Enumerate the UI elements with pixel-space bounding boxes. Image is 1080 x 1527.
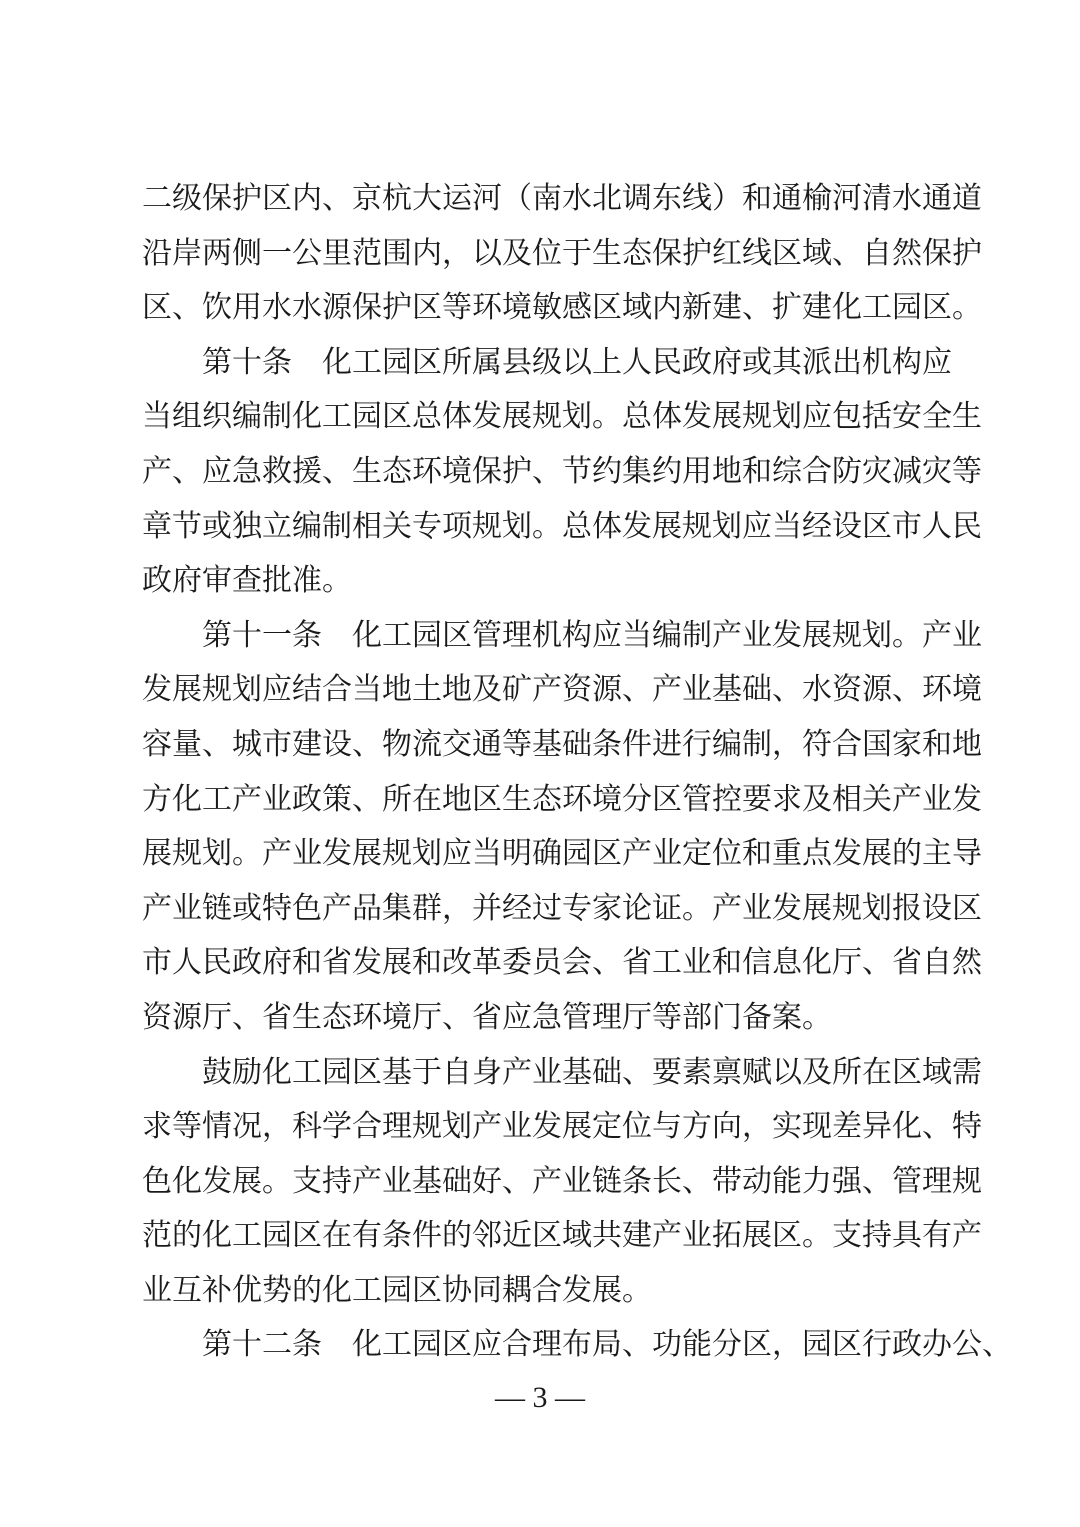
page-number: — 3 —: [495, 1381, 585, 1414]
text-line: 容量、城市建设、物流交通等基础条件进行编制，符合国家和地: [142, 726, 982, 762]
text-line: 业互补优势的化工园区协同耦合发展。: [142, 1272, 652, 1308]
text-line: 区、饮用水水源保护区等环境敏感区域内新建、扩建化工园区。: [142, 290, 982, 326]
text-line: 鼓励化工园区基于自身产业基础、要素禀赋以及所在区域需: [202, 1054, 982, 1090]
text-line: 产、应急救援、生态环境保护、节约集约用地和综合防灾减灾等: [142, 453, 982, 489]
text-line: 求等情况，科学合理规划产业发展定位与方向，实现差异化、特: [142, 1109, 982, 1145]
text-line: 范的化工园区在有条件的邻近区域共建产业拓展区。支持具有产: [142, 1218, 982, 1254]
text-line: 方化工产业政策、所在地区生态环境分区管控要求及相关产业发: [142, 781, 982, 817]
text-line: 展规划。产业发展规划应当明确园区产业定位和重点发展的主导: [142, 836, 982, 872]
text-line: 沿岸两侧一公里范围内，以及位于生态保护红线区域、自然保护: [142, 235, 982, 271]
text-line: 第十条 化工园区所属县级以上人民政府或其派出机构应: [202, 344, 952, 380]
text-line: 政府审查批准。: [142, 563, 352, 599]
body-text: [142, 172, 1012, 1373]
text-line: 色化发展。支持产业基础好、产业链条长、带动能力强、管理规: [142, 1163, 982, 1199]
text-line: 二级保护区内、京杭大运河（南水北调东线）和通榆河清水通道: [142, 181, 982, 216]
text-line: 第十一条 化工园区管理机构应当编制产业发展规划。产业: [202, 617, 982, 653]
text-line: 章节或独立编制相关专项规划。总体发展规划应当经设区市人民: [142, 508, 982, 544]
text-line: 市人民政府和省发展和改革委员会、省工业和信息化厅、省自然: [142, 945, 982, 981]
text-line: 当组织编制化工园区总体发展规划。总体发展规划应包括安全生: [142, 399, 982, 435]
text-line: 资源厅、省生态环境厅、省应急管理厅等部门备案。: [142, 999, 832, 1035]
text-line: 产业链或特色产品集群，并经过专家论证。产业发展规划报设区: [142, 890, 982, 926]
text-line: 第十二条 化工园区应合理布局、功能分区，园区行政办公、: [202, 1327, 1012, 1363]
text-line: 发展规划应结合当地土地及矿产资源、产业基础、水资源、环境: [142, 672, 982, 708]
